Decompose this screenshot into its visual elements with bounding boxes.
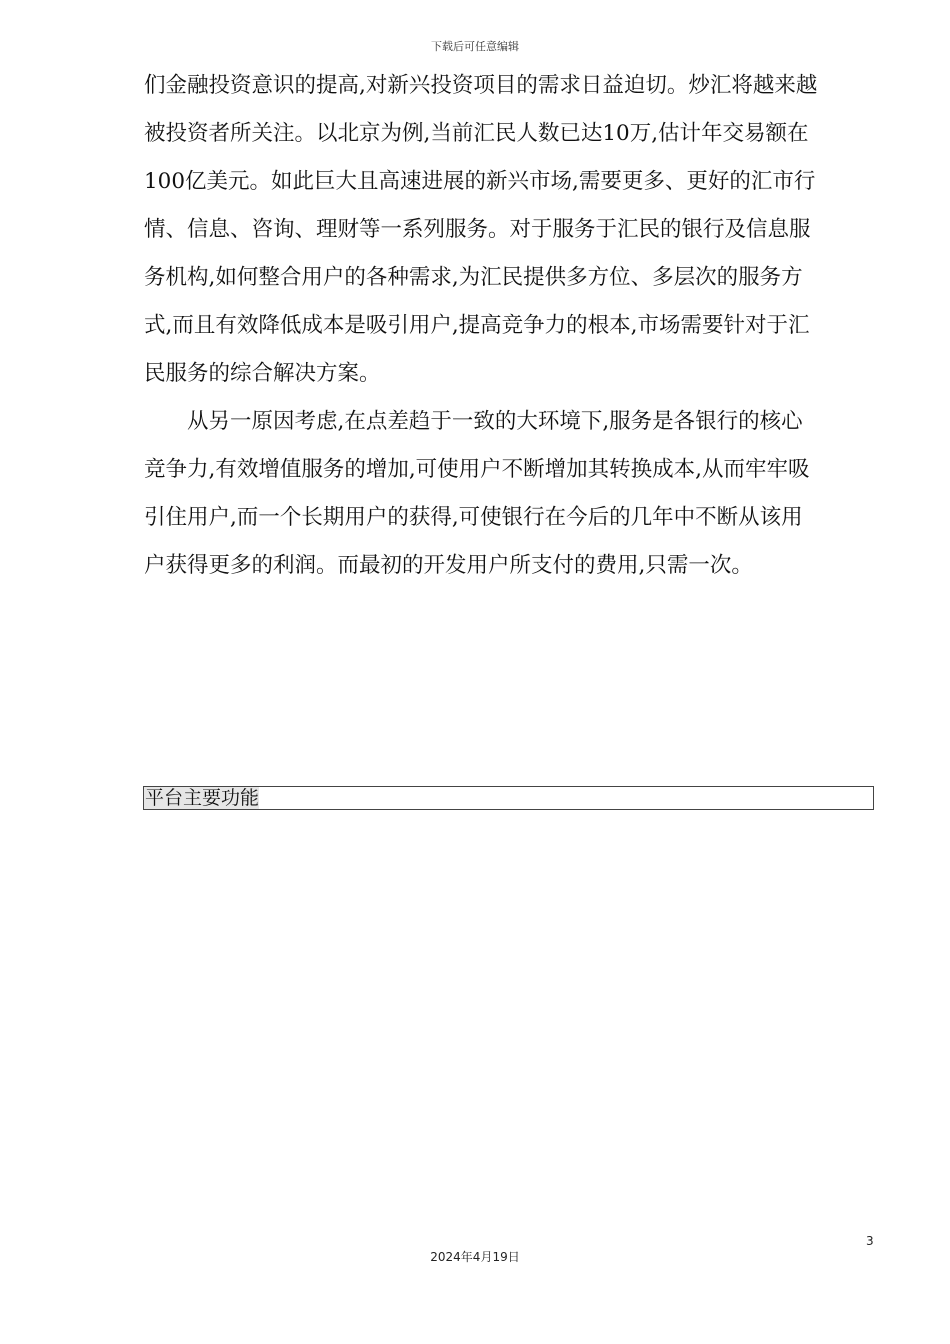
text-line: 式,而且有效降低成本是吸引用户,提高竞争力的根本,市场需要针对于汇	[144, 313, 810, 338]
text-line: 竞争力,有效增值服务的增加,可使用户不断增加其转换成本,从而牢牢吸	[144, 457, 810, 482]
section-heading-text: 平台主要功能	[145, 787, 260, 809]
section-heading-box	[143, 786, 874, 810]
text-line: 从另一原因考虑,在点差趋于一致的大环境下,服务是各银行的核心	[187, 409, 803, 434]
text-line: 民服务的综合解决方案。	[144, 361, 381, 386]
page-number: 3	[866, 1234, 874, 1248]
text-line: 们金融投资意识的提高,对新兴投资项目的需求日益迫切。炒汇将越来越	[144, 73, 818, 98]
paragraph-market-demand	[144, 62, 874, 398]
document-body	[144, 62, 874, 590]
text-line: 户获得更多的利润。而最初的开发用户所支付的费用,只需一次。	[144, 553, 753, 578]
text-line: 100亿美元。如此巨大且高速进展的新兴市场,需要更多、更好的汇市行	[144, 169, 816, 194]
paragraph-competition	[144, 398, 874, 590]
text-line: 引住用户,而一个长期用户的获得,可使银行在今后的几年中不断从该用	[144, 505, 803, 530]
page-header-note: 下载后可任意编辑	[431, 40, 519, 53]
text-line: 被投资者所关注。以北京为例,当前汇民人数已达10万,估计年交易额在	[144, 121, 809, 146]
text-line: 务机构,如何整合用户的各种需求,为汇民提供多方位、多层次的服务方	[144, 265, 803, 290]
footer-date: 2024年4月19日	[430, 1250, 520, 1264]
text-line: 情、信息、咨询、理财等一系列服务。对于服务于汇民的银行及信息服	[144, 217, 811, 242]
